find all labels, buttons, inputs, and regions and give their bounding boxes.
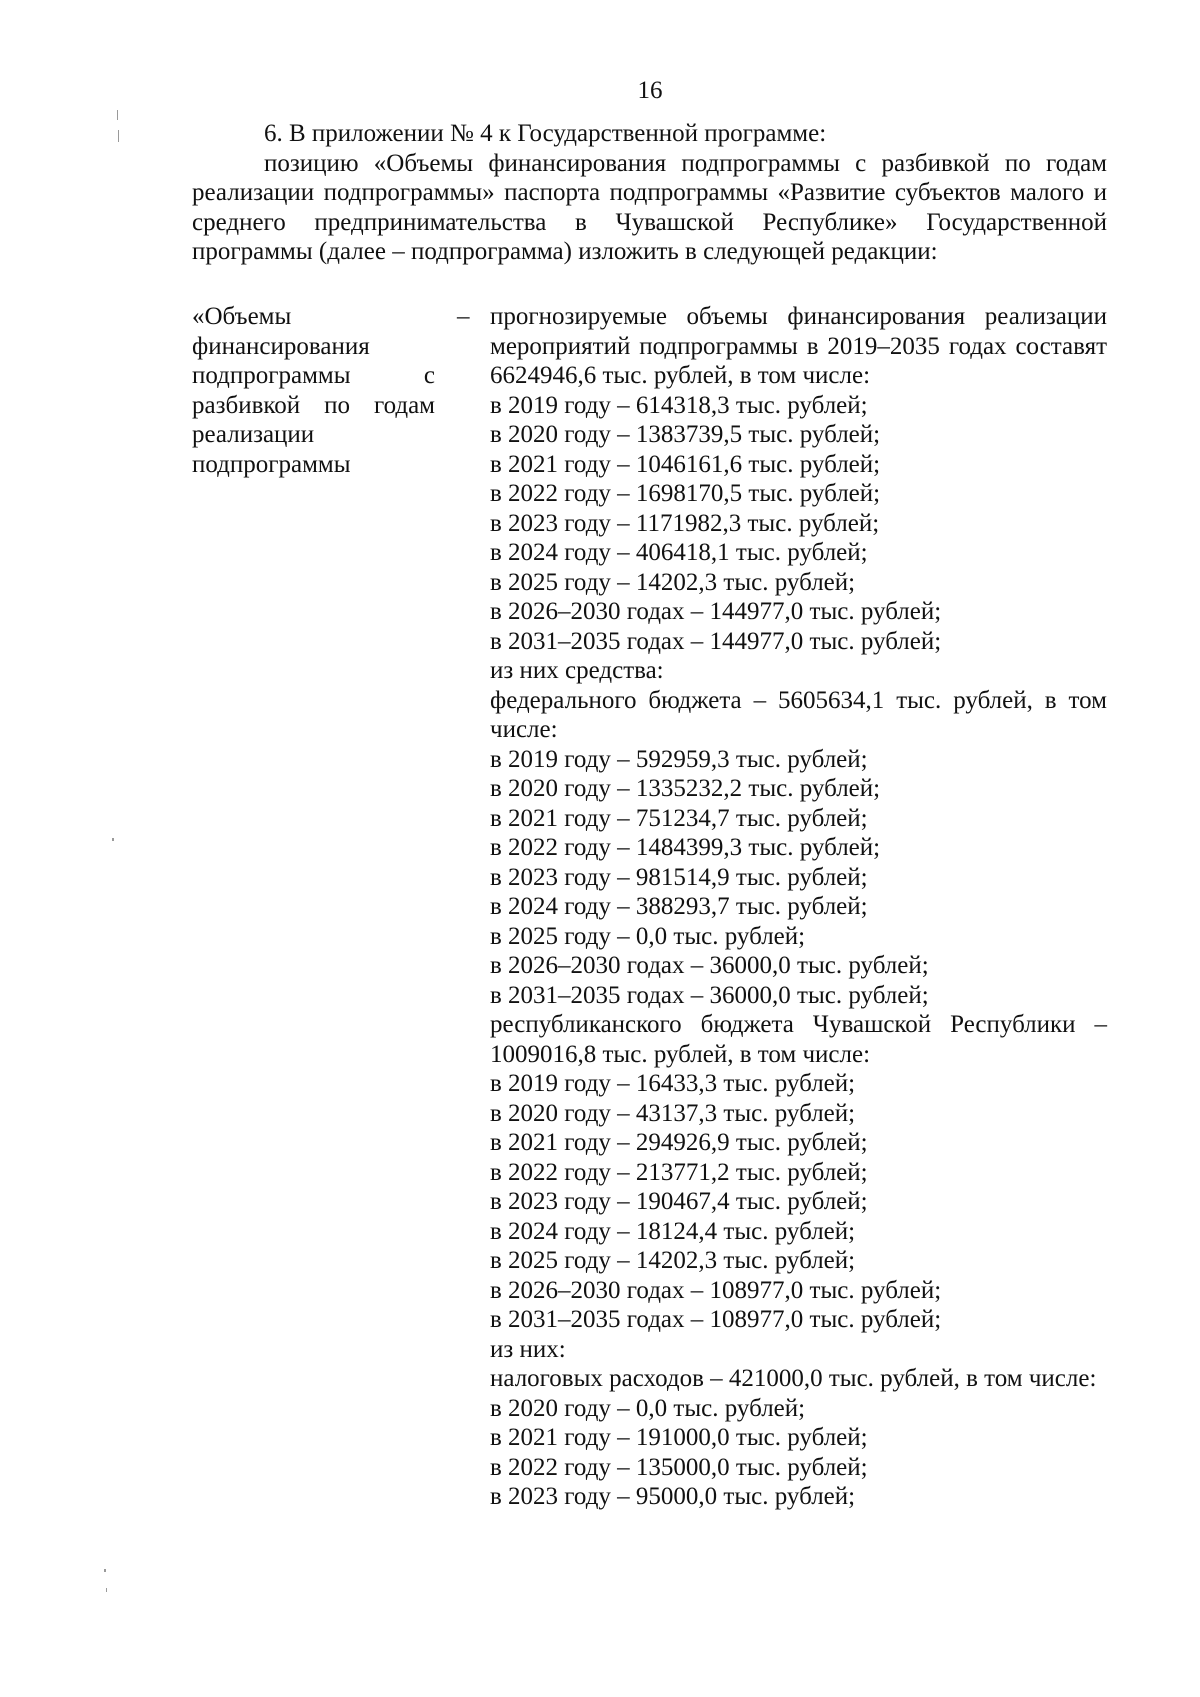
federal-year-line: в 2031–2035 годах – 36000,0 тыс. рублей; — [490, 981, 929, 1009]
republic-year-line: в 2031–2035 годах – 108977,0 тыс. рублей; — [490, 1306, 942, 1333]
total-year-line: в 2019 году – 614318,3 тыс. рублей; — [490, 391, 868, 419]
scan-mark — [118, 130, 119, 142]
position-dash: – — [457, 303, 470, 330]
tax-year-line: в 2021 году – 191000,0 тыс. рублей; — [490, 1424, 868, 1451]
scan-mark — [117, 110, 118, 120]
intro-heading: 6. В приложении № 4 к Государственной программе: — [264, 120, 827, 147]
federal-year-line: в 2026–2030 годах – 36000,0 тыс. рублей; — [490, 952, 929, 979]
federal-year-line: в 2025 году – 0,0 тыс. рублей; — [490, 922, 806, 950]
scan-mark — [104, 1569, 106, 1572]
of-them-label: из них средства: — [490, 657, 664, 684]
tax-year-line: в 2022 году – 135000,0 тыс. рублей; — [490, 1453, 868, 1481]
republic-year-line: в 2022 году – 213771,2 тыс. рублей; — [490, 1158, 868, 1186]
total-year-line: в 2023 году – 1171982,3 тыс. рублей; — [490, 509, 880, 537]
intro-paragraph: позицию «Объемы финансирования подпрограммы с разбивкой по годам реализации подпрограммы» паспорта подпрограммы «Развитие субъектов малого и среднего предпринимательства в Чувашской Республике» Государственной программы (далее – подпрограмма) изложить в следующей редакции: — [192, 149, 1107, 265]
intro-section — [192, 119, 1107, 267]
federal-year-line: в 2020 году – 1335232,2 тыс. рублей; — [490, 775, 881, 802]
position-label: «Объемы финансирования подпрограммы с разбивкой по годам реализации подпрограммы — [192, 303, 435, 478]
total-year-line: в 2026–2030 годах – 144977,0 тыс. рублей; — [490, 598, 942, 625]
federal-year-line: в 2019 году – 592959,3 тыс. рублей; — [490, 745, 868, 773]
of-them-label: из них: — [490, 1335, 566, 1363]
republic-year-line: в 2023 году – 190467,4 тыс. рублей; — [490, 1188, 868, 1215]
total-year-line: в 2031–2035 годах – 144977,0 тыс. рублей; — [490, 627, 942, 655]
financing-details — [490, 302, 1107, 1512]
total-year-line: в 2021 году – 1046161,6 тыс. рублей; — [490, 450, 881, 478]
federal-year-line: в 2023 году – 981514,9 тыс. рублей; — [490, 863, 868, 891]
scan-mark — [112, 838, 114, 841]
federal-year-line: в 2024 году – 388293,7 тыс. рублей; — [490, 893, 868, 920]
republic-year-line: в 2025 году – 14202,3 тыс. рублей; — [490, 1247, 856, 1274]
federal-year-line: в 2021 году – 751234,7 тыс. рублей; — [490, 804, 868, 832]
total-year-line: в 2022 году – 1698170,5 тыс. рублей; — [490, 480, 881, 507]
republic-year-line: в 2024 году – 18124,4 тыс. рублей; — [490, 1217, 856, 1245]
tax-year-line: в 2020 году – 0,0 тыс. рублей; — [490, 1394, 806, 1422]
federal-year-line: в 2022 году – 1484399,3 тыс. рублей; — [490, 834, 881, 861]
page-number: 16 — [637, 77, 663, 104]
republic-intro: республиканского бюджета Чувашской Республики – 1009016,8 тыс. рублей, в том числе: — [490, 1011, 1107, 1068]
total-year-line: в 2024 году – 406418,1 тыс. рублей; — [490, 539, 868, 566]
republic-year-line: в 2019 году – 16433,3 тыс. рублей; — [490, 1070, 856, 1097]
republic-year-line: в 2026–2030 годах – 108977,0 тыс. рублей; — [490, 1276, 942, 1304]
total-intro: прогнозируемые объемы финансирования реализации мероприятий подпрограммы в 2019–2035 годах составят 6624946,6 тыс. рублей, в том числе: — [490, 303, 1107, 389]
tax-intro: налоговых расходов – 421000,0 тыс. рублей, в том числе: — [490, 1365, 1097, 1392]
republic-year-line: в 2020 году – 43137,3 тыс. рублей; — [490, 1099, 856, 1127]
total-year-line: в 2020 году – 1383739,5 тыс. рублей; — [490, 421, 881, 448]
total-year-line: в 2025 году – 14202,3 тыс. рублей; — [490, 568, 856, 596]
tax-year-line: в 2023 году – 95000,0 тыс. рублей; — [490, 1483, 856, 1510]
republic-year-line: в 2021 году – 294926,9 тыс. рублей; — [490, 1129, 868, 1156]
federal-intro: федерального бюджета – 5605634,1 тыс. рублей, в том числе: — [490, 686, 1107, 743]
scan-mark — [106, 1588, 107, 1592]
